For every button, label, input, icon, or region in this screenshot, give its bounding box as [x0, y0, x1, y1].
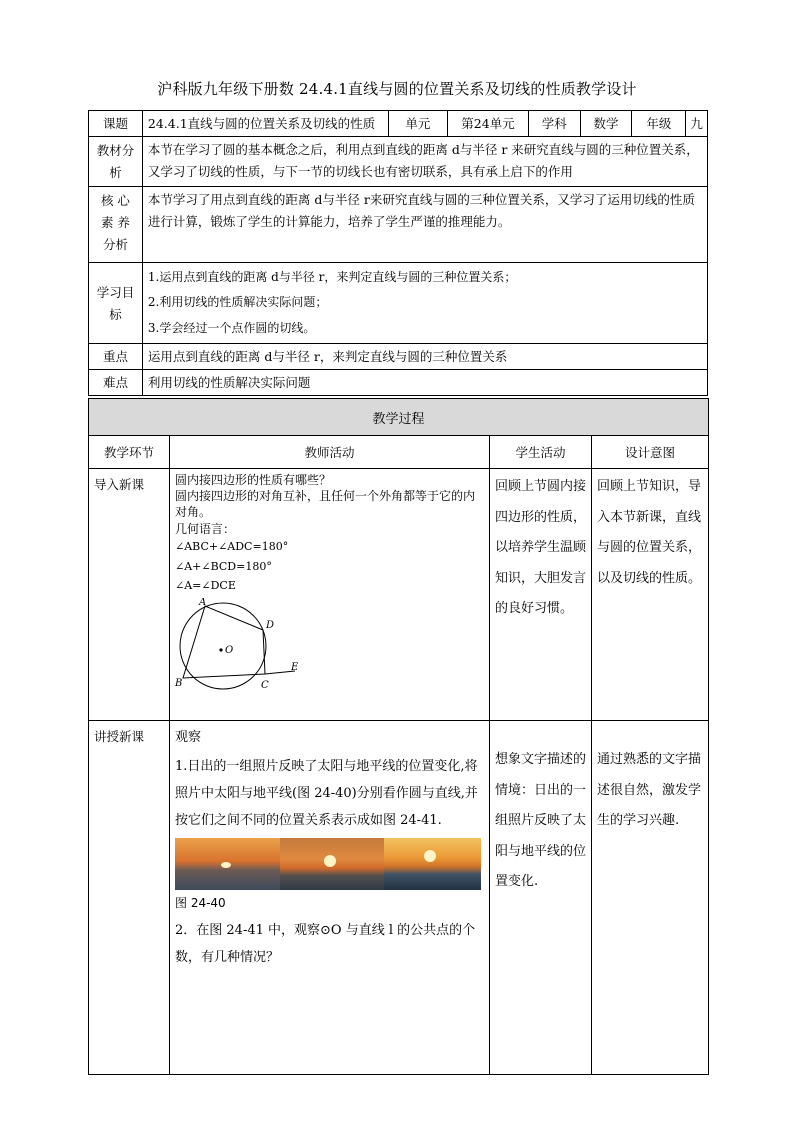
key-value: 运用点到直线的距离 d与半径 r，来判定直线与圆的三种位置关系: [142, 343, 707, 369]
col-student: 学生活动: [490, 436, 592, 469]
intro-eq-2: ∠A+∠BCD=180°: [175, 559, 272, 573]
label-b: B: [175, 678, 183, 690]
label-a: A: [199, 598, 207, 609]
lecture-heading: 观察: [175, 730, 202, 745]
intro-eq-3: ∠A=∠DCE: [175, 579, 236, 593]
goal-item: 3.学会经过一个点作圆的切线。: [147, 320, 316, 335]
intro-intent: 回顾上节知识，导入本节新课，直线与圆的位置关系，以及切线的性质。: [592, 469, 709, 721]
grade-label: 年级: [632, 111, 686, 137]
intro-student: 回顾上节圆内接四边形的性质，以培养学生温顾知识，大胆发言的良好习惯。: [490, 469, 592, 721]
col-teacher: 教师活动: [170, 436, 490, 469]
intro-stage: 导入新课: [89, 469, 170, 721]
label-d: D: [266, 620, 275, 632]
analysis-value: 本节在学习了圆的基本概念之后，利用点到直线的距离 d与半径 r 来研究直线与圆的三种位置关系，又学习了切线的性质，与下一节的切线长也有密切联系，具有承上启下的作用: [142, 137, 707, 187]
subject-label: 学科: [528, 111, 580, 137]
page-title: 沪科版九年级下册数 24.4.1直线与圆的位置关系及切线的性质教学设计: [157, 80, 637, 98]
col-intent: 设计意图: [592, 436, 709, 469]
process-banner: 教学过程: [89, 399, 709, 436]
literacy-label: 核 心 素 养 分析: [89, 187, 143, 263]
label-e: E: [291, 662, 299, 674]
topic-label: 课题: [89, 111, 143, 137]
photo-caption: 图 24-40: [175, 896, 226, 911]
intro-answer: 圆内接四边形的对角互补，且任何一个外角都等于它的内对角。: [175, 489, 476, 520]
sunrise-photo-1: [175, 838, 280, 890]
goals-list: [142, 263, 707, 344]
difficulty-label: 难点: [89, 370, 143, 396]
difficulty-value: 利用切线的性质解决实际问题: [142, 370, 707, 396]
col-stage: 教学环节: [89, 436, 170, 469]
lecture-intent: 通过熟悉的文字描述很自然，激发学生的学习兴趣.: [592, 721, 709, 1075]
topic-value: 24.4.1直线与圆的位置关系及切线的性质: [142, 111, 388, 137]
subject-value: 数学: [580, 111, 632, 137]
teaching-process-table: [88, 398, 709, 1075]
analysis-label: 教材分析: [89, 137, 143, 187]
grade-value: 九: [686, 111, 708, 137]
lecture-student: 想象文字描述的情境：日出的一组照片反映了太阳与地平线的位置变化.: [490, 721, 592, 1075]
label-o: O: [225, 645, 234, 657]
lecture-p1: 1.日出的一组照片反映了太阳与地平线的位置变化,将照片中太阳与地平线(图 24-40)分别看作圆与直线,并按它们之间不同的位置关系表示成如图 24-41.: [175, 758, 478, 829]
lecture-stage: 讲授新课: [89, 721, 170, 1075]
label-c: C: [261, 680, 269, 692]
lecture-teacher: [170, 721, 490, 1075]
lesson-info-table: [88, 110, 708, 396]
sunrise-photo-2: [280, 838, 384, 890]
goal-item: 1.运用点到直线的距离 d与半径 r，来判定直线与圆的三种位置关系；: [147, 270, 517, 285]
sunrise-photos: [175, 838, 484, 890]
sunrise-photo-3: [384, 838, 481, 890]
intro-geo-label: 几何语言：: [175, 521, 236, 536]
intro-teacher: [170, 469, 490, 721]
unit-label: 单元: [388, 111, 447, 137]
key-label: 重点: [89, 343, 143, 369]
goal-item: 2.利用切线的性质解决实际问题；: [147, 295, 328, 310]
goals-label: 学习目标: [89, 263, 143, 344]
cyclic-quadrilateral-figure: [175, 598, 305, 694]
intro-eq-1: ∠ABC+∠ADC=180°: [175, 539, 289, 553]
intro-question: 圆内接四边形的性质有哪些？: [175, 473, 332, 487]
literacy-value: 本节学习了用点到直线的距离 d与半径 r来研究直线与圆的三种位置关系，又学习了运用切线的性质进行计算，锻炼了学生的计算能力，培养了学生严谨的推理能力。: [142, 187, 707, 263]
unit-value: 第24单元: [448, 111, 529, 137]
lecture-p2: 2．在图 24-41 中，观察⊙O 与直线 l 的公共点的个数，有几种情况？: [175, 922, 476, 966]
